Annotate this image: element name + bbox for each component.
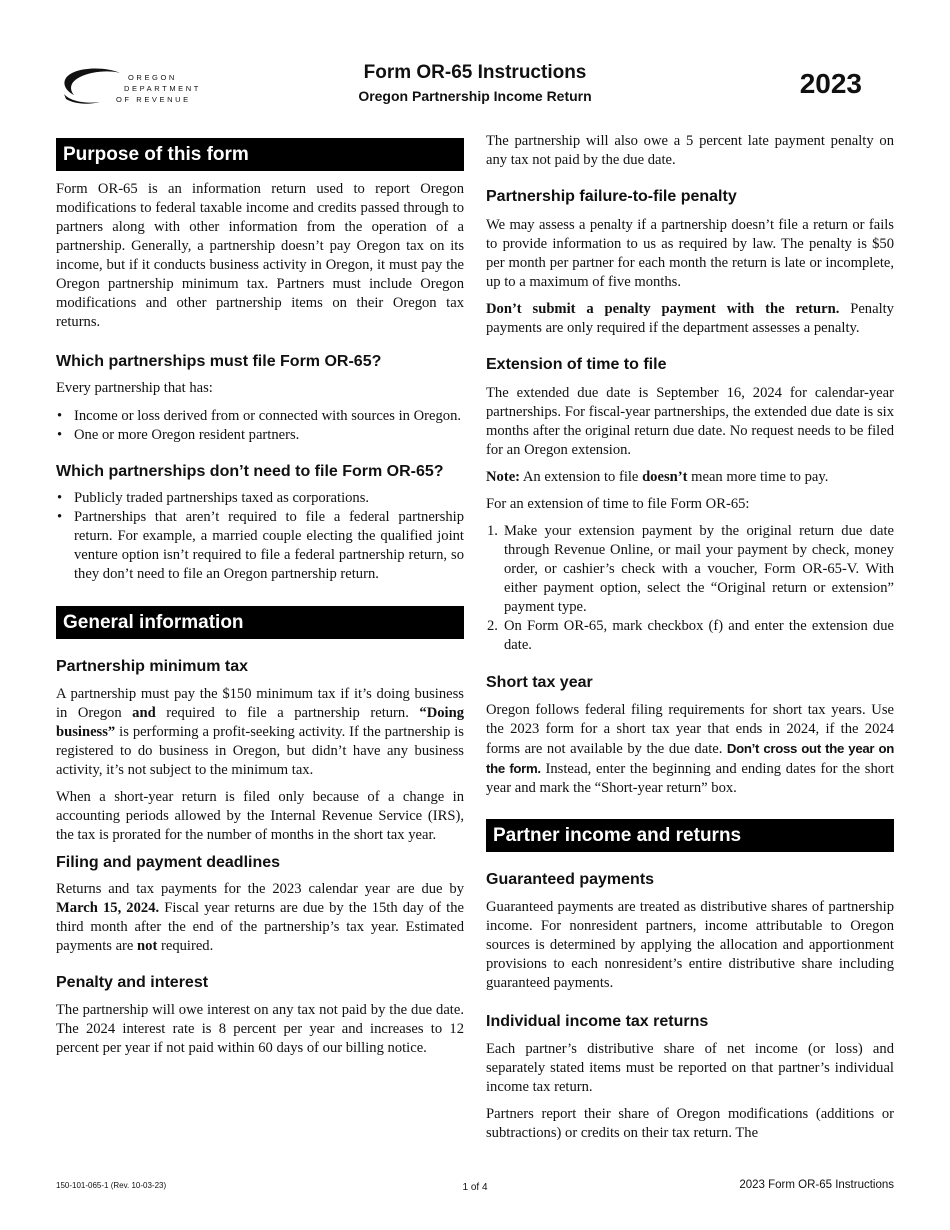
extension-heading: Extension of time to file <box>486 356 667 373</box>
guaranteed-body: Guaranteed payments are treated as distributive shares of partnership income. For nonresident partners, income attributable to Oregon sources is determined by applying the allocation and apportionment provisions to each nonresident’s entire distributive share including guaranteed payments. <box>486 899 894 991</box>
logo-line-3: OF REVENUE <box>116 95 191 104</box>
individual-body-1: Each partner’s distributive share of net income (or loss) and separately stated items must be reported on that partner’s individual income tax return. <box>486 1041 894 1095</box>
must-file-list <box>56 407 464 445</box>
purpose-heading: Purpose of this form <box>56 138 464 171</box>
tax-year: 2023 <box>799 68 862 99</box>
list-item: • Income or loss derived from or connected with sources in Oregon. <box>57 408 462 424</box>
individual-heading: Individual income tax returns <box>486 1013 709 1030</box>
extension-steps <box>486 522 894 655</box>
extension-intro: For an extension of time to file Form OR-65: <box>486 496 750 512</box>
list-item: 1. Make your extension payment by the original return due date through Revenue Online, or mail your payment by check, money order, or cashier’s check with a voucher, Form OR-65-V. With either payment option, select the “Original return or extension” payment type. <box>487 523 894 615</box>
partner-income-heading: Partner income and returns <box>486 819 894 852</box>
form-number: 150-101-065-1 (Rev. 10-03-23) <box>56 1181 167 1190</box>
penalty-interest-body: The partnership will owe interest on any tax not paid by the due date. The 2024 interest rate is 8 percent per year and increases to 12 percent per year if not paid within 60 days of our billing notice. <box>56 1002 464 1056</box>
footer-form-title: 2023 Form OR-65 Instructions <box>739 1179 894 1191</box>
dont-file-heading: Which partnerships don’t need to file Form OR-65? <box>56 463 444 480</box>
logo-line-2: DEPARTMENT <box>124 84 201 93</box>
deadlines-heading: Filing and payment deadlines <box>56 854 281 871</box>
failure-to-file-body-2: Don’t submit a penalty payment with the return. Penalty payments are only required if the department assesses a penalty. <box>486 301 894 336</box>
purpose-body: Form OR-65 is an information return used to report Oregon modifications to federal taxable income and credits passed through to partners along with other information from the operation of a partnership. Generally, a partnership doesn’t pay Oregon tax on its income, but if it conducts business activity in Oregon, it must pay the Oregon partnership minimum tax. Partners must include Oregon modifications and other partnership items on their Oregon tax returns. <box>56 181 464 330</box>
page-number: 1 of 4 <box>462 1182 488 1193</box>
form-subtitle: Oregon Partnership Income Return <box>358 88 592 104</box>
deadlines-body: Returns and tax payments for the 2023 calendar year are due by March 15, 2024. Fiscal year returns are due by the 15th day of the third month after the end of the partnership’s tax year. Estimated payments are not required. <box>56 881 464 954</box>
failure-to-file-heading: Partnership failure-to-file penalty <box>486 188 737 205</box>
individual-body-2: Partners report their share of Oregon modifications (additions or subtractions) or credits on their tax return. The <box>486 1106 894 1141</box>
form-title: Form OR-65 Instructions <box>363 62 587 83</box>
list-item: • One or more Oregon resident partners. <box>57 427 300 443</box>
logo-line-1: OREGON <box>128 73 177 82</box>
left-column <box>56 132 464 1058</box>
extension-body-1: The extended due date is September 16, 2024 for calendar-year partnerships. For fiscal-year partnerships, the extended due date is six months after the original return due date. No request needs to be filed for an Oregon extension. <box>486 385 894 458</box>
must-file-intro: Every partnership that has: <box>56 380 213 396</box>
min-tax-body-1: A partnership must pay the $150 minimum tax if it’s doing business in Oregon and required to file a partnership return. “Doing business” is performing a profit-seeking activity. If the partnership is registered to do business in Oregon, but didn’t have any business activity, it’s not subject to the minimum tax. <box>56 686 464 778</box>
failure-to-file-body-1: We may assess a penalty if a partnership doesn’t file a return or fails to provide information to us as required by law. The penalty is $50 per month per partner for each month the return is late or incomplete, up to a maximum of five months. <box>486 217 894 290</box>
right-column <box>486 132 894 1143</box>
list-item: • Publicly traded partnerships taxed as corporations. <box>57 490 370 506</box>
general-info-heading: General information <box>56 606 464 639</box>
penalty-interest-heading: Penalty and interest <box>56 974 209 991</box>
list-item: • Partnerships that aren’t required to file a federal partnership return. For example, a married couple electing the qualified joint venture option isn’t required to file a federal partnership return, so they don’t need to file an Oregon partnership return. <box>57 509 464 582</box>
list-item: 2. On Form OR-65, mark checkbox (f) and enter the extension due date. <box>487 618 894 653</box>
late-payment-body: The partnership will also owe a 5 percent late payment penalty on any tax not paid by the due date. <box>486 133 894 168</box>
must-file-heading: Which partnerships must file Form OR-65? <box>56 353 382 370</box>
min-tax-heading: Partnership minimum tax <box>56 658 249 675</box>
dont-file-list <box>56 489 464 584</box>
min-tax-body-2: When a short-year return is filed only because of a change in accounting periods allowed by the Internal Revenue Service (IRS), the tax is prorated for the number of months in the short tax year. <box>56 789 464 843</box>
short-year-body: Oregon follows federal filing requirements for short tax years. Use the 2023 form for a short tax year that ends in 2024, if the 2024 forms are not available by the due date. Don’t cross out the year on the form. Instead, enter the beginning and ending dates for the short year and mark the “Short-year return” box. <box>486 702 894 796</box>
guaranteed-heading: Guaranteed payments <box>486 871 655 888</box>
extension-note: Note: An extension to file doesn’t mean more time to pay. <box>486 469 829 485</box>
short-year-heading: Short tax year <box>486 674 593 691</box>
